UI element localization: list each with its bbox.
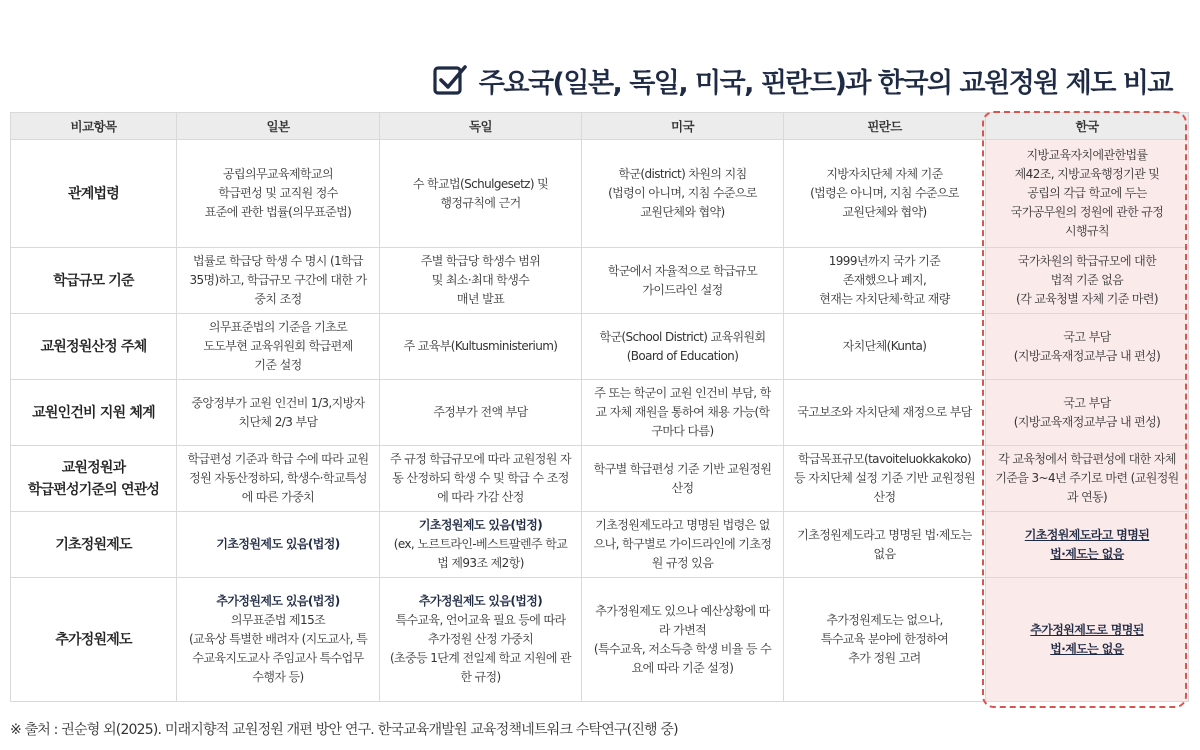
comparison-table xyxy=(10,112,1189,702)
table-cell: 학군(district) 차원의 지침 (법령이 아니며, 지침 수준으로 교원단체와 협약) xyxy=(582,140,784,248)
table-cell: 추가정원제도 있음(법정) 의무표준법 제15조 (교육상 특별한 배려자 (지도교사, 특 수교육지도교사 주임교사 특수업무 수행자 등) xyxy=(177,578,380,702)
table-cell: 지방자치단체 자체 기준 (법령은 아니며, 지침 수준으로 교원단체와 협약) xyxy=(784,140,986,248)
checkbox-check-icon xyxy=(431,61,469,99)
table-header-row xyxy=(11,113,1189,140)
table-cell: 국고보조와 자치단체 재정으로 부담 xyxy=(784,380,986,446)
table-cell: 법률로 학급당 학생 수 명시 (1학급 35명)하고, 학급규모 구간에 대한 가 중치 조정 xyxy=(177,248,380,314)
table-row xyxy=(11,446,1189,512)
row-label: 관계법령 xyxy=(11,140,177,248)
table-cell-korea: 기초정원제도라고 명명된 법·제도는 없음 xyxy=(986,512,1189,578)
table-cell-korea: 추가정원제도로 명명된 법·제도는 없음 xyxy=(986,578,1189,702)
table-cell: 기초정원제도 있음(법정) xyxy=(177,512,380,578)
table-cell-korea: 국가차원의 학급규모에 대한 법적 기준 없음 (각 교육청별 자체 기준 마련) xyxy=(986,248,1189,314)
table-cell: 자치단체(Kunta) xyxy=(784,314,986,380)
table-cell: 학구별 학급편성 기준 기반 교원정원 산정 xyxy=(582,446,784,512)
table-cell-korea: 지방교육자치에관한법률 제42조, 지방교육행정기관 및 공립의 각급 학교에 두는 국가공무원의 정원에 관한 규정 시행규칙 xyxy=(986,140,1189,248)
table-row xyxy=(11,248,1189,314)
table-cell: 기초정원제도라고 명명된 법·제도는 없음 xyxy=(784,512,986,578)
page-title: 주요국(일본, 독일, 미국, 핀란드)과 한국의 교원정원 제도 비교 xyxy=(478,67,1172,99)
table-cell: 학급목표규모(tavoiteluokkakoko) 등 자치단체 설정 기준 기반 교원정원 산정 xyxy=(784,446,986,512)
table-cell-korea: 각 교육청에서 학급편성에 대한 자체 기준을 3~4년 주기로 마련 (교원정원 과 연동) xyxy=(986,446,1189,512)
header-cell-korea: 한국 xyxy=(986,113,1189,140)
table-cell: 학군(School District) 교육위원회 (Board of Education) xyxy=(582,314,784,380)
table-cell: 주정부가 전액 부담 xyxy=(380,380,582,446)
row-label: 교원정원산정 주체 xyxy=(11,314,177,380)
table-cell: 1999년까지 국가 기준 존재했으나 폐지, 현재는 자치단체·학교 재량 xyxy=(784,248,986,314)
table-cell: 공립의무교육제학교의 학급편성 및 교직원 정수 표준에 관한 법률(의무표준법) xyxy=(177,140,380,248)
header-cell: 핀란드 xyxy=(784,113,986,140)
table-row xyxy=(11,380,1189,446)
table-cell: 중앙정부가 교원 인건비 1/3,지방자 치단체 2/3 부담 xyxy=(177,380,380,446)
table-cell: 주별 학급당 학생수 범위 및 최소·최대 학생수 매년 발표 xyxy=(380,248,582,314)
table-cell: 추가정원제도 있으나 예산상황에 따 라 가변적 (특수교육, 저소득층 학생 비율 등 수 요에 따라 기준 설정) xyxy=(582,578,784,702)
table-cell-korea: 국고 부담 (지방교육재정교부금 내 편성) xyxy=(986,380,1189,446)
header-cell: 일본 xyxy=(177,113,380,140)
table-row xyxy=(11,578,1189,702)
table-cell: 학군에서 자율적으로 학급규모 가이드라인 설정 xyxy=(582,248,784,314)
table-cell: 추가정원제도 있음(법정) 특수교육, 언어교육 필요 등에 따라 추가정원 산정 가중치 (초중등 1단계 전일제 학교 지원에 관 한 규정) xyxy=(380,578,582,702)
table-cell-korea: 국고 부담 (지방교육재정교부금 내 편성) xyxy=(986,314,1189,380)
source-note: ※ 출처 : 권순형 외(2025). 미래지향적 교원정원 개편 방안 연구. 한국교육개발원 교육정책네트워크 수탁연구(진행 중) xyxy=(10,722,678,738)
header-cell: 비교항목 xyxy=(11,113,177,140)
table-row xyxy=(11,140,1189,248)
table-row xyxy=(11,512,1189,578)
table-cell: 주 규정 학급규모에 따라 교원정원 자 동 산정하되 학생 수 및 학급 수 조정 에 따라 가감 산정 xyxy=(380,446,582,512)
row-label: 교원정원과 학급편성기준의 연관성 xyxy=(11,446,177,512)
row-label: 기초정원제도 xyxy=(11,512,177,578)
page-title-area xyxy=(431,58,1172,102)
header-cell: 미국 xyxy=(582,113,784,140)
row-label: 학급규모 기준 xyxy=(11,248,177,314)
table-cell: 주 또는 학군이 교원 인건비 부담, 학 교 자체 재원을 통하여 채용 가능(학 구마다 다름) xyxy=(582,380,784,446)
table-cell: 기초정원제도 있음(법정) (ex, 노르트라인-베스트팔렌주 학교 법 제93조 제2항) xyxy=(380,512,582,578)
table-cell: 주 교육부(Kultusministerium) xyxy=(380,314,582,380)
row-label: 추가정원제도 xyxy=(11,578,177,702)
table-cell: 기초정원제도라고 명명된 법령은 없 으나, 학구별로 가이드라인에 기초정 원 규정 있음 xyxy=(582,512,784,578)
table-cell: 추가정원제도는 없으나, 특수교육 분야에 한정하여 추가 정원 고려 xyxy=(784,578,986,702)
table-row xyxy=(11,314,1189,380)
header-cell: 독일 xyxy=(380,113,582,140)
table-cell: 의무표준법의 기준을 기초로 도도부현 교육위원회 학급편제 기준 설정 xyxy=(177,314,380,380)
table-cell: 학급편성 기준과 학급 수에 따라 교원 정원 자동산정하되, 학생수·학교특성 에 따른 가중치 xyxy=(177,446,380,512)
row-label: 교원인건비 지원 체계 xyxy=(11,380,177,446)
table-cell: 수 학교법(Schulgesetz) 및 행정규칙에 근거 xyxy=(380,140,582,248)
